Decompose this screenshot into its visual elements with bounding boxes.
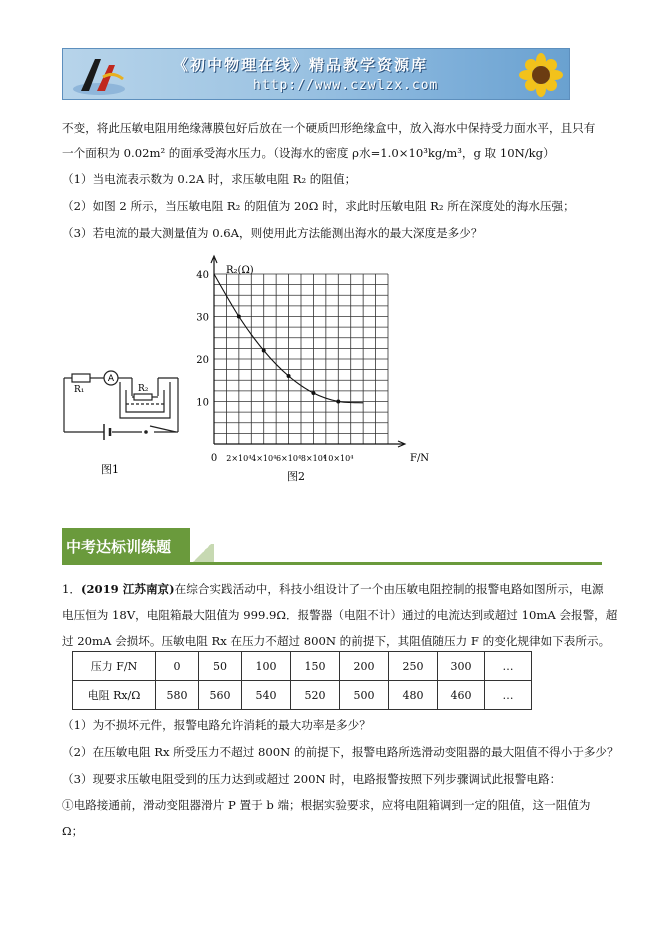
x-tick-label: 8×10⁴ [300,454,327,463]
x-tick-label: 2×10⁴ [226,454,252,463]
question-2: （2）如图 2 所示，当压敏电阻 R₂ 的阻值为 20Ω 时，求此时压敏电阻 R₂ 所在深度处的海水压强； [62,199,575,213]
x-tick-label: 10×10⁴ [323,454,354,463]
y-tick-label: 30 [196,312,209,324]
table-cell: 300 [438,652,485,681]
x-tick-label: 6×10⁴ [275,454,302,463]
chart-y-label: R₂(Ω) [226,265,254,276]
problem-2-step-1-unit: Ω； [62,824,84,838]
section-title: 中考达标训练题 [62,528,190,562]
table-cell: 520 [291,681,340,710]
intro-line-2: 一个面积为 0.02m² 的面承受海水压力。（设海水的密度 ρ水=1.0×10³kg/m³，g 取 10N/kg） [62,146,555,160]
data-point [237,315,241,319]
table-cell: 50 [199,652,242,681]
chart-grid [214,274,388,444]
r1-label: R₁ [74,385,85,395]
section-tab-corner [190,544,214,562]
logo-icon [67,51,131,99]
problem-number: 1． [62,582,81,596]
table-header-cell: 电阻 Rx/Ω [73,681,156,710]
table-cell: 200 [340,652,389,681]
ammeter-label: A [107,374,115,384]
x-tick-label: 4×10⁴ [251,454,277,463]
switch-lever [150,426,176,432]
resistor-r2 [134,394,152,400]
banner-title: 《初中物理在线》精品教学资源库 [173,56,429,74]
table-cell: 540 [242,681,291,710]
banner-url: http://www.czwlzx.com [253,78,439,93]
table-cell: 580 [156,681,199,710]
r2-label: R₂ [138,384,149,394]
table-cell: 100 [242,652,291,681]
table-row [73,681,532,710]
problem-2-line-2: 电压恒为 18V，电阻箱最大阻值为 999.9Ω．报警器（电阻不计）通过的电流达到或超过 10mA 会报警，超 [62,608,618,622]
table-header-cell: 压力 F/N [73,652,156,681]
chart-ticks [196,270,353,463]
data-point [311,391,315,395]
sunflower-icon [519,53,563,97]
problem-2-line-1 [62,582,604,596]
data-point [287,374,291,378]
figure-1-circuit [58,360,188,480]
table-cell: 0 [156,652,199,681]
question-3: （3）若电流的最大测量值为 0.6A，则使用此方法能测出海水的最大深度是多少？ [62,226,483,240]
chart-x-label: F/N [410,453,430,464]
table-cell: 150 [291,652,340,681]
problem-2-line-1-text: 在综合实践活动中，科技小组设计了一个由压敏电阻控制的报警电路如图所示，电源 [174,582,604,596]
resistor-r1 [72,374,90,382]
y-tick-label: 10 [196,397,209,409]
data-point [262,349,266,353]
table-row [73,652,532,681]
table-cell: … [485,681,532,710]
table-cell: 250 [389,652,438,681]
header-banner [62,48,570,100]
y-tick-label: 20 [196,355,209,366]
problem-2-line-3: 过 20mA 会损坏。压敏电阻 Rx 在压力不超过 800N 的前提下，其阻值随压力 F 的变化规律如下表所示。 [62,634,611,648]
figure-1-caption: 图1 [101,463,119,476]
problem-2-step-1: ①电路接通前，滑动变阻器滑片 P 置于 b 端；根据实验要求，应将电阻箱调到一定的阻值，这一阻值为 [62,798,591,812]
chart-origin-label: 0 [210,453,218,464]
table-cell: … [485,652,532,681]
y-tick-label: 40 [196,270,209,281]
section-underline [62,562,602,565]
figure-2-caption: 图2 [287,470,305,483]
problem-2-question-3: （3）现要求压敏电阻受到的压力达到或超过 200N 时，电路报警按照下列步骤调试此报警电路： [62,772,562,786]
problem-2-question-2: （2）在压敏电阻 Rx 所受压力不超过 800N 的前提下，报警电路所选滑动变阻器的最大阻值不得小于多少？ [62,745,619,759]
pressure-resistance-table [72,651,532,710]
table-cell: 480 [389,681,438,710]
intro-line-1: 不变，将此压敏电阻用绝缘薄膜包好后放在一个硬质凹形绝缘盒中，放入海水中保持受力面水平，且只有 [62,121,596,135]
table-cell: 460 [438,681,485,710]
problem-2-question-1: （1）为不损坏元件，报警电路允许消耗的最大功率是多少？ [62,718,371,732]
table-cell: 560 [199,681,242,710]
table-cell: 500 [340,681,389,710]
data-point [336,400,340,404]
figure-2-chart [192,252,442,492]
question-1: （1）当电流表示数为 0.2A 时，求压敏电阻 R₂ 的阻值； [62,172,357,186]
problem-source: (2019 江苏南京) [80,582,175,596]
